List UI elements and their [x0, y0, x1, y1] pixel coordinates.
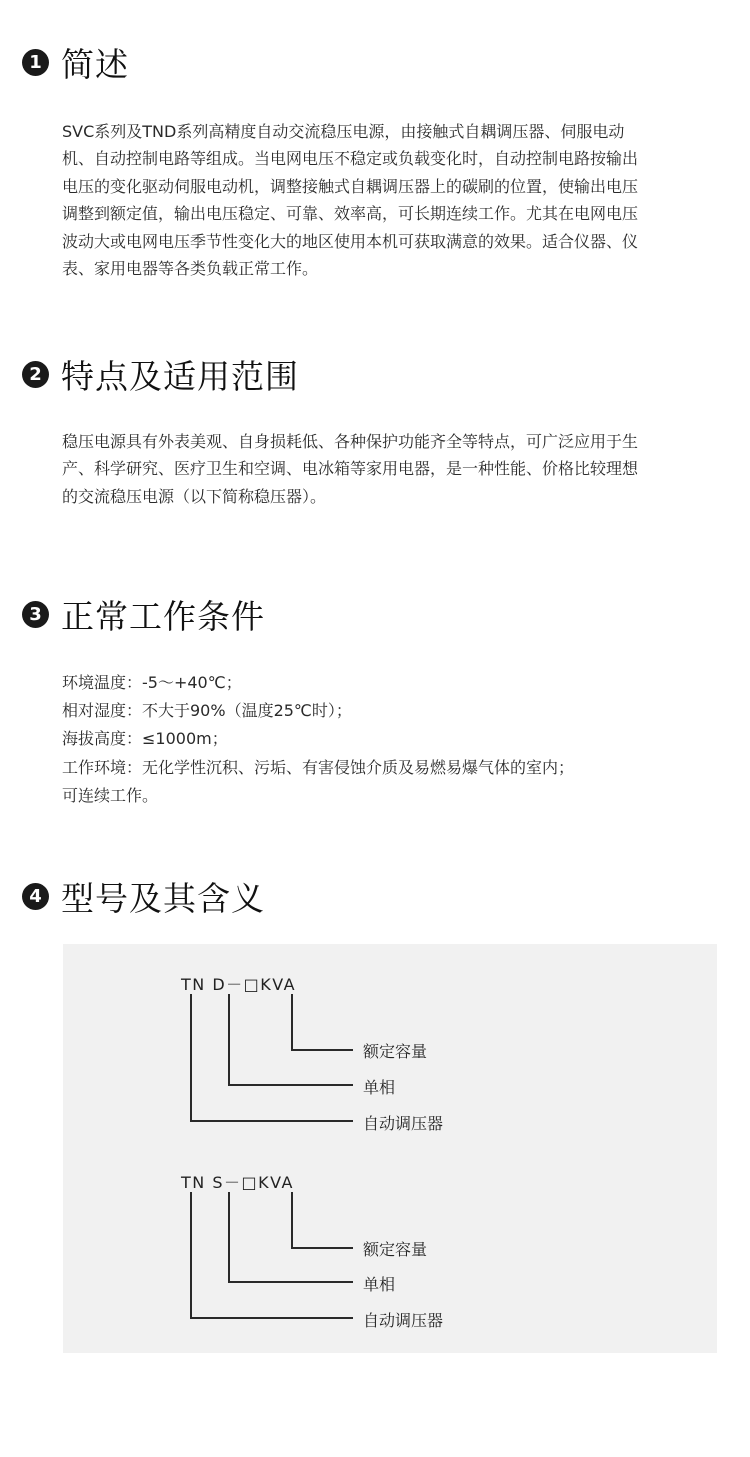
text-line: 稳压电源具有外表美观、自身损耗低、各种保护功能齐全等特点，可广泛应用于生 — [62, 432, 639, 451]
list-item: 工作环境：无化学性沉积、污垢、有害侵蚀介质及易燃易爆气体的室内； — [62, 757, 575, 777]
section-title: 简述 — [61, 44, 129, 84]
meaning-label: 自动调压器 — [363, 1114, 444, 1133]
meaning-label: 额定容量 — [363, 1240, 428, 1259]
list-item: 可连续工作。 — [62, 785, 159, 805]
working-conditions-list — [62, 669, 732, 810]
connector-line — [228, 1084, 353, 1086]
meaning-label: 额定容量 — [363, 1042, 428, 1061]
section-title: 型号及其含义 — [61, 878, 265, 918]
section-title: 特点及适用范围 — [61, 356, 299, 396]
meaning-label: 自动调压器 — [363, 1311, 444, 1330]
connector-line — [228, 1192, 230, 1283]
connector-line — [228, 1281, 353, 1283]
text-line: 机、自动控制电路等组成。当电网电压不稳定或负载变化时，自动控制电路按输出 — [62, 149, 639, 169]
model-diagram-panel — [63, 944, 717, 1353]
list-item: 海拔高度：≤1000m； — [62, 729, 228, 749]
section-1-body — [62, 118, 724, 282]
list-item: 环境温度：-5～+40℃； — [62, 673, 242, 692]
section-2-body — [62, 428, 724, 510]
section-number-badge: 4 — [22, 883, 49, 910]
section-number-badge: 3 — [22, 601, 49, 628]
section-4-header — [22, 874, 265, 918]
list-item: 相对湿度：不大于90%（温度25℃时）； — [62, 701, 352, 721]
connector-line — [190, 1120, 353, 1122]
connector-line — [190, 1192, 192, 1319]
section-3-header — [22, 592, 265, 636]
text-line: SVC系列及TND系列高精度自动交流稳压电源，由接触式自耦调压器、伺服电动 — [62, 122, 625, 141]
meaning-label: 单相 — [363, 1078, 396, 1097]
connector-line — [190, 994, 192, 1122]
model-code: TN D－□KVA — [181, 975, 297, 994]
connector-line — [291, 994, 293, 1051]
section-number-badge: 2 — [22, 361, 49, 388]
connector-line — [291, 1049, 353, 1051]
connector-line — [291, 1192, 293, 1249]
text-line: 产、科学研究、医疗卫生和空调、电冰箱等家用电器，是一种性能、价格比较理想 — [62, 459, 639, 479]
connector-line — [291, 1247, 353, 1249]
text-line: 电压的变化驱动伺服电动机，调整接触式自耦调压器上的碳刷的位置，使输出电压 — [62, 176, 639, 196]
connector-line — [190, 1317, 353, 1319]
text-line: 的交流稳压电源（以下简称稳压器）。 — [62, 486, 327, 506]
meaning-label: 单相 — [363, 1275, 396, 1294]
section-1-header — [22, 40, 129, 84]
text-line: 波动大或电网电压季节性变化大的地区使用本机可获取满意的效果。适合仪器、仪 — [62, 231, 639, 251]
section-number-badge: 1 — [22, 49, 49, 76]
section-2-header — [22, 352, 299, 396]
text-line: 调整到额定值，输出电压稳定、可靠、效率高，可长期连续工作。尤其在电网电压 — [62, 204, 639, 224]
section-title: 正常工作条件 — [61, 596, 265, 636]
text-line: 表、家用电器等各类负载正常工作。 — [62, 259, 319, 279]
model-code: TN S－□KVA — [181, 1173, 294, 1192]
connector-line — [228, 994, 230, 1086]
